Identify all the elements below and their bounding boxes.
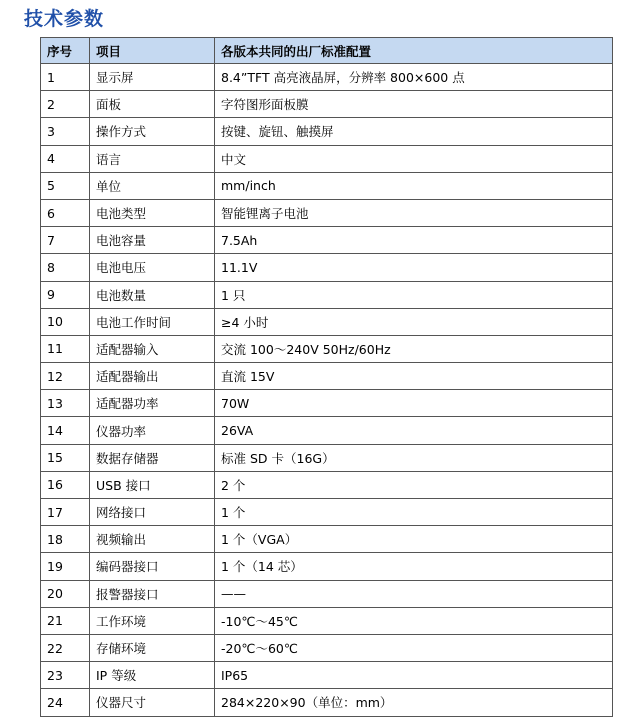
row-value-cell: -10℃～45℃ (215, 607, 613, 634)
table-row (41, 281, 613, 308)
row-value-cell: 70W (215, 390, 613, 417)
row-no-cell: 11 (41, 335, 90, 362)
row-item-cell: 操作方式 (90, 118, 215, 145)
row-no-cell: 19 (41, 553, 90, 580)
table-row (41, 91, 613, 118)
row-item-cell: 编码器接口 (90, 553, 215, 580)
row-item-cell: 视频输出 (90, 526, 215, 553)
row-value-cell: ≥4 小时 (215, 308, 613, 335)
row-item-cell: 电池工作时间 (90, 308, 215, 335)
table-row (41, 662, 613, 689)
row-value-cell: IP65 (215, 662, 613, 689)
row-item-cell: 单位 (90, 172, 215, 199)
row-value-cell: 1 个（VGA） (215, 526, 613, 553)
table-row (41, 580, 613, 607)
table-header-row (41, 38, 613, 64)
row-item-cell: 适配器输入 (90, 335, 215, 362)
row-value-cell: 按键、旋钮、触摸屏 (215, 118, 613, 145)
row-value-cell: —— (215, 580, 613, 607)
page-title: 技术参数 (24, 8, 105, 30)
row-value-cell: 26VA (215, 417, 613, 444)
row-item-cell: 电池电压 (90, 254, 215, 281)
row-item-cell: 适配器功率 (90, 390, 215, 417)
table-row (41, 64, 613, 91)
row-value-cell: 11.1V (215, 254, 613, 281)
table-row (41, 145, 613, 172)
row-no-cell: 18 (41, 526, 90, 553)
row-no-cell: 21 (41, 607, 90, 634)
table-row (41, 471, 613, 498)
row-no-cell: 6 (41, 199, 90, 226)
row-item-cell: 数据存储器 (90, 444, 215, 471)
row-item-cell: 网络接口 (90, 499, 215, 526)
row-value-cell: 284×220×90（单位：mm） (215, 689, 613, 716)
table-row (41, 118, 613, 145)
table-row (41, 363, 613, 390)
row-no-cell: 17 (41, 499, 90, 526)
row-no-cell: 9 (41, 281, 90, 308)
row-item-cell: 电池数量 (90, 281, 215, 308)
row-value-cell: 1 只 (215, 281, 613, 308)
row-no-cell: 23 (41, 662, 90, 689)
table-row (41, 634, 613, 661)
row-no-cell: 20 (41, 580, 90, 607)
row-item-cell: IP 等级 (90, 662, 215, 689)
row-value-cell: 交流 100～240V 50Hz/60Hz (215, 335, 613, 362)
row-item-cell: 面板 (90, 91, 215, 118)
table-row (41, 689, 613, 716)
row-value-cell: 中文 (215, 145, 613, 172)
table-row (41, 254, 613, 281)
header-no: 序号 (41, 38, 90, 64)
row-item-cell: 电池类型 (90, 199, 215, 226)
row-no-cell: 16 (41, 471, 90, 498)
table-row (41, 526, 613, 553)
row-no-cell: 15 (41, 444, 90, 471)
row-value-cell: 智能锂离子电池 (215, 199, 613, 226)
table-row (41, 227, 613, 254)
row-no-cell: 22 (41, 634, 90, 661)
row-value-cell: 2 个 (215, 471, 613, 498)
row-no-cell: 3 (41, 118, 90, 145)
row-no-cell: 13 (41, 390, 90, 417)
row-no-cell: 5 (41, 172, 90, 199)
row-no-cell: 7 (41, 227, 90, 254)
header-value: 各版本共同的出厂标准配置 (215, 38, 613, 64)
row-no-cell: 12 (41, 363, 90, 390)
table-row (41, 172, 613, 199)
row-item-cell: 显示屏 (90, 64, 215, 91)
table-row (41, 417, 613, 444)
table-row (41, 607, 613, 634)
row-value-cell: 7.5Ah (215, 227, 613, 254)
row-value-cell: 1 个 (215, 499, 613, 526)
row-value-cell: 1 个（14 芯） (215, 553, 613, 580)
row-value-cell: 标准 SD 卡（16G） (215, 444, 613, 471)
row-no-cell: 14 (41, 417, 90, 444)
row-no-cell: 4 (41, 145, 90, 172)
row-item-cell: 报警器接口 (90, 580, 215, 607)
row-no-cell: 24 (41, 689, 90, 716)
row-no-cell: 8 (41, 254, 90, 281)
row-item-cell: 工作环境 (90, 607, 215, 634)
spec-table (40, 37, 613, 717)
table-row (41, 199, 613, 226)
table-row (41, 335, 613, 362)
row-value-cell: -20℃～60℃ (215, 634, 613, 661)
row-item-cell: 仪器尺寸 (90, 689, 215, 716)
row-item-cell: 存储环境 (90, 634, 215, 661)
row-value-cell: 字符图形面板膜 (215, 91, 613, 118)
table-row (41, 308, 613, 335)
row-no-cell: 1 (41, 64, 90, 91)
table-row (41, 390, 613, 417)
row-item-cell: 电池容量 (90, 227, 215, 254)
row-no-cell: 10 (41, 308, 90, 335)
row-item-cell: USB 接口 (90, 471, 215, 498)
row-value-cell: mm/inch (215, 172, 613, 199)
row-item-cell: 适配器输出 (90, 363, 215, 390)
row-value-cell: 8.4”TFT 高亮液晶屏，分辨率 800×600 点 (215, 64, 613, 91)
table-row (41, 499, 613, 526)
row-item-cell: 语言 (90, 145, 215, 172)
row-no-cell: 2 (41, 91, 90, 118)
table-row (41, 444, 613, 471)
table-row (41, 553, 613, 580)
row-value-cell: 直流 15V (215, 363, 613, 390)
row-item-cell: 仪器功率 (90, 417, 215, 444)
header-item: 项目 (90, 38, 215, 64)
